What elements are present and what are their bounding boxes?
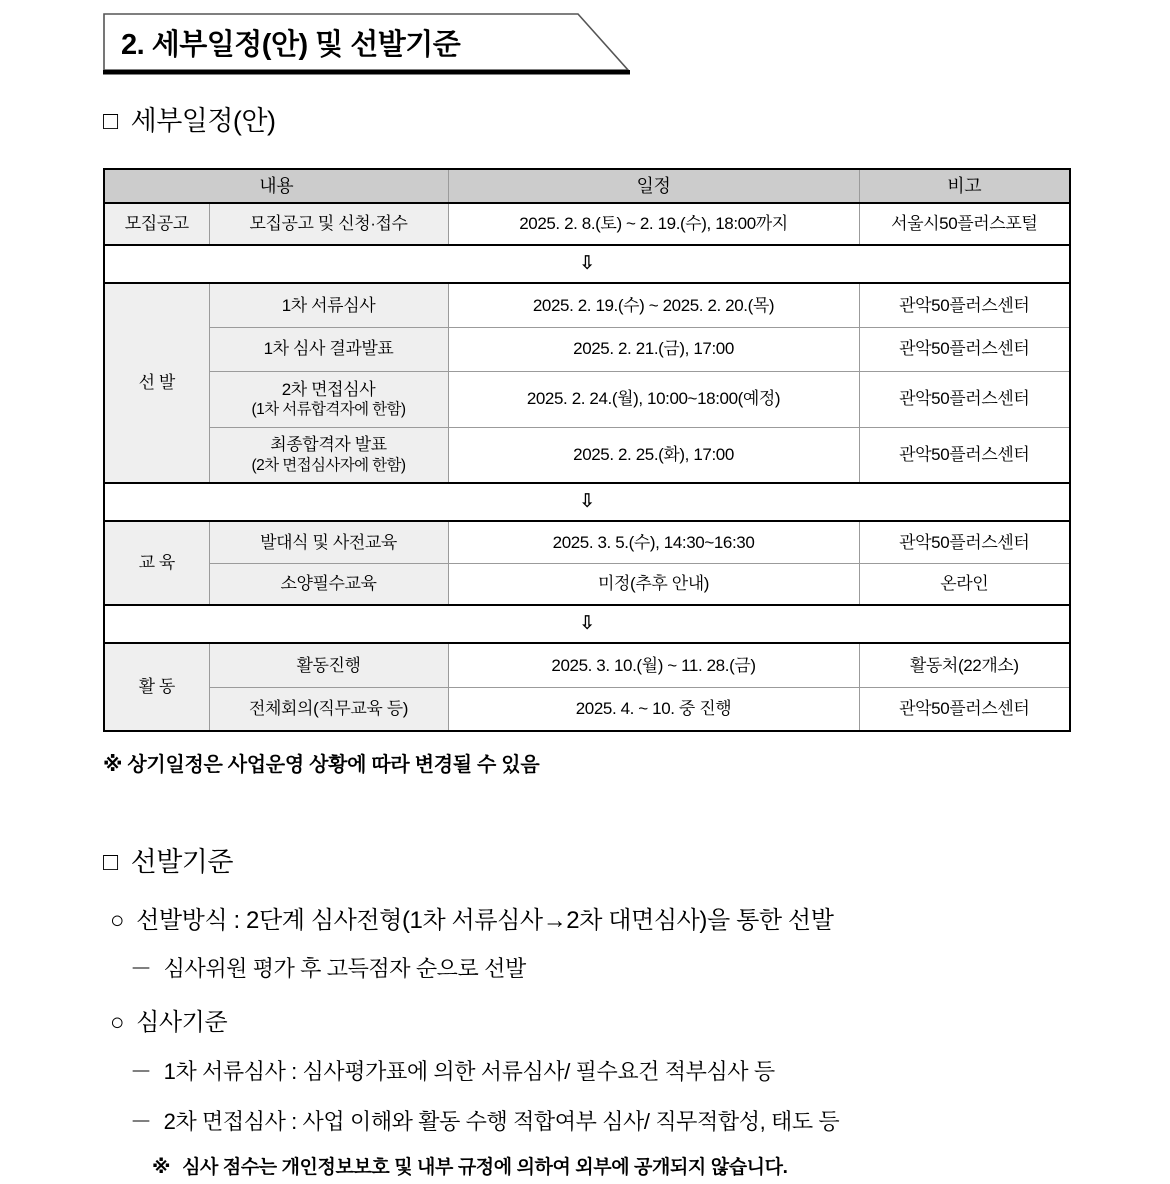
item-note: 관악50플러스센터 <box>859 283 1070 327</box>
table-header-row <box>104 169 1070 203</box>
table-row <box>104 521 1070 563</box>
table-row <box>104 563 1070 605</box>
schedule-table-body <box>104 169 1070 731</box>
item-note: 온라인 <box>859 563 1070 605</box>
table-row <box>104 327 1070 371</box>
dash-bullet-icon: － <box>130 1109 152 1134</box>
flow-separator-row <box>104 245 1070 283</box>
group-label: 활 동 <box>104 643 209 731</box>
schedule-table <box>103 168 1071 732</box>
column-header-schedule: 일정 <box>448 169 859 203</box>
heading-schedule-label: 세부일정(안) <box>130 106 276 136</box>
item-schedule: 2025. 2. 21.(금), 17:00 <box>448 327 859 371</box>
item-schedule: 2025. 2. 24.(월), 10:00~18:00(예정) <box>448 371 859 427</box>
criteria-item-2 <box>110 1002 227 1037</box>
criteria-item-0 <box>110 900 833 935</box>
item-label <box>209 427 448 483</box>
table-row <box>104 643 1070 687</box>
item-schedule: 2025. 3. 10.(월) ~ 11. 28.(금) <box>448 643 859 687</box>
column-header-content: 내용 <box>104 169 448 203</box>
heading-schedule <box>103 99 276 138</box>
dash-bullet-icon: － <box>130 1059 152 1084</box>
table-row <box>104 371 1070 427</box>
criteria-item-1 <box>130 952 526 983</box>
item-label-main: 2차 면접심사 <box>281 379 376 399</box>
square-bullet-icon: □ <box>103 848 118 876</box>
table-row <box>104 283 1070 327</box>
item-label-sub: (1차 서류합격자에 한함) <box>251 400 406 418</box>
criteria-item-4-text: 2차 면접심사 : 사업 이해와 활동 수행 적합여부 심사/ 직무적합성, 태도 등 <box>163 1109 840 1134</box>
item-schedule: 2025. 2. 25.(화), 17:00 <box>448 427 859 483</box>
criteria-item-0-text: 선발방식 : 2단계 심사전형(1차 서류심사→2차 대면심사)을 통한 선발 <box>136 907 834 934</box>
item-label: 소양필수교육 <box>209 563 448 605</box>
table-row <box>104 687 1070 731</box>
section-title-banner <box>103 13 630 75</box>
item-note: 관악50플러스센터 <box>859 427 1070 483</box>
flow-separator-row <box>104 605 1070 643</box>
item-schedule: 2025. 2. 19.(수) ~ 2025. 2. 20.(목) <box>448 283 859 327</box>
flow-separator-row <box>104 483 1070 521</box>
item-schedule: 2025. 4. ~ 10. 중 진행 <box>448 687 859 731</box>
heading-criteria <box>103 840 233 879</box>
item-label: 활동진행 <box>209 643 448 687</box>
criteria-item-2-text: 심사기준 <box>136 1009 228 1036</box>
item-schedule: 2025. 2. 8.(토) ~ 2. 19.(수), 18:00까지 <box>448 203 859 245</box>
item-note: 서울시50플러스포털 <box>859 203 1070 245</box>
square-bullet-icon: □ <box>103 107 118 135</box>
criteria-item-1-text: 심사위원 평가 후 고득점자 순으로 선발 <box>163 956 526 981</box>
down-arrow-icon: ⇩ <box>579 613 595 635</box>
item-label: 발대식 및 사전교육 <box>209 521 448 563</box>
group-label: 모집공고 <box>104 203 209 245</box>
item-note: 활동처(22개소) <box>859 643 1070 687</box>
dash-bullet-icon: － <box>130 956 152 981</box>
item-note: 관악50플러스센터 <box>859 371 1070 427</box>
item-schedule: 2025. 3. 5.(수), 14:30~16:30 <box>448 521 859 563</box>
item-label-main: 최종합격자 발표 <box>270 435 387 455</box>
asterisk-bullet-icon: ※ <box>152 1157 171 1178</box>
circle-bullet-icon: ○ <box>110 907 125 934</box>
criteria-item-5 <box>152 1152 787 1179</box>
item-label: 1차 심사 결과발표 <box>209 327 448 371</box>
item-label: 모집공고 및 신청·접수 <box>209 203 448 245</box>
item-label: 1차 서류심사 <box>209 283 448 327</box>
circle-bullet-icon: ○ <box>110 1009 125 1036</box>
down-arrow-icon: ⇩ <box>579 253 595 275</box>
group-label: 선 발 <box>104 283 209 483</box>
column-header-note: 비고 <box>859 169 1070 203</box>
item-note: 관악50플러스센터 <box>859 687 1070 731</box>
criteria-item-4 <box>130 1105 839 1136</box>
table-row <box>104 203 1070 245</box>
group-label: 교 육 <box>104 521 209 605</box>
table-row <box>104 427 1070 483</box>
item-label: 전체회의(직무교육 등) <box>209 687 448 731</box>
item-label-sub: (2차 면접심사자에 한함) <box>251 456 406 474</box>
criteria-item-3 <box>130 1055 775 1086</box>
item-note: 관악50플러스센터 <box>859 521 1070 563</box>
item-label <box>209 371 448 427</box>
page-title: 2. 세부일정(안) 및 선발기준 <box>121 29 461 61</box>
table-footnote: ※ 상기일정은 사업운영 상황에 따라 변경될 수 있음 <box>103 754 540 776</box>
item-note: 관악50플러스센터 <box>859 327 1070 371</box>
heading-criteria-label: 선발기준 <box>130 847 233 877</box>
criteria-item-5-text: 심사 점수는 개인정보보호 및 내부 규정에 의하여 외부에 공개되지 않습니다. <box>182 1157 788 1178</box>
criteria-item-3-text: 1차 서류심사 : 심사평가표에 의한 서류심사/ 필수요건 적부심사 등 <box>163 1059 775 1084</box>
item-schedule: 미정(추후 안내) <box>448 563 859 605</box>
down-arrow-icon: ⇩ <box>579 491 595 513</box>
